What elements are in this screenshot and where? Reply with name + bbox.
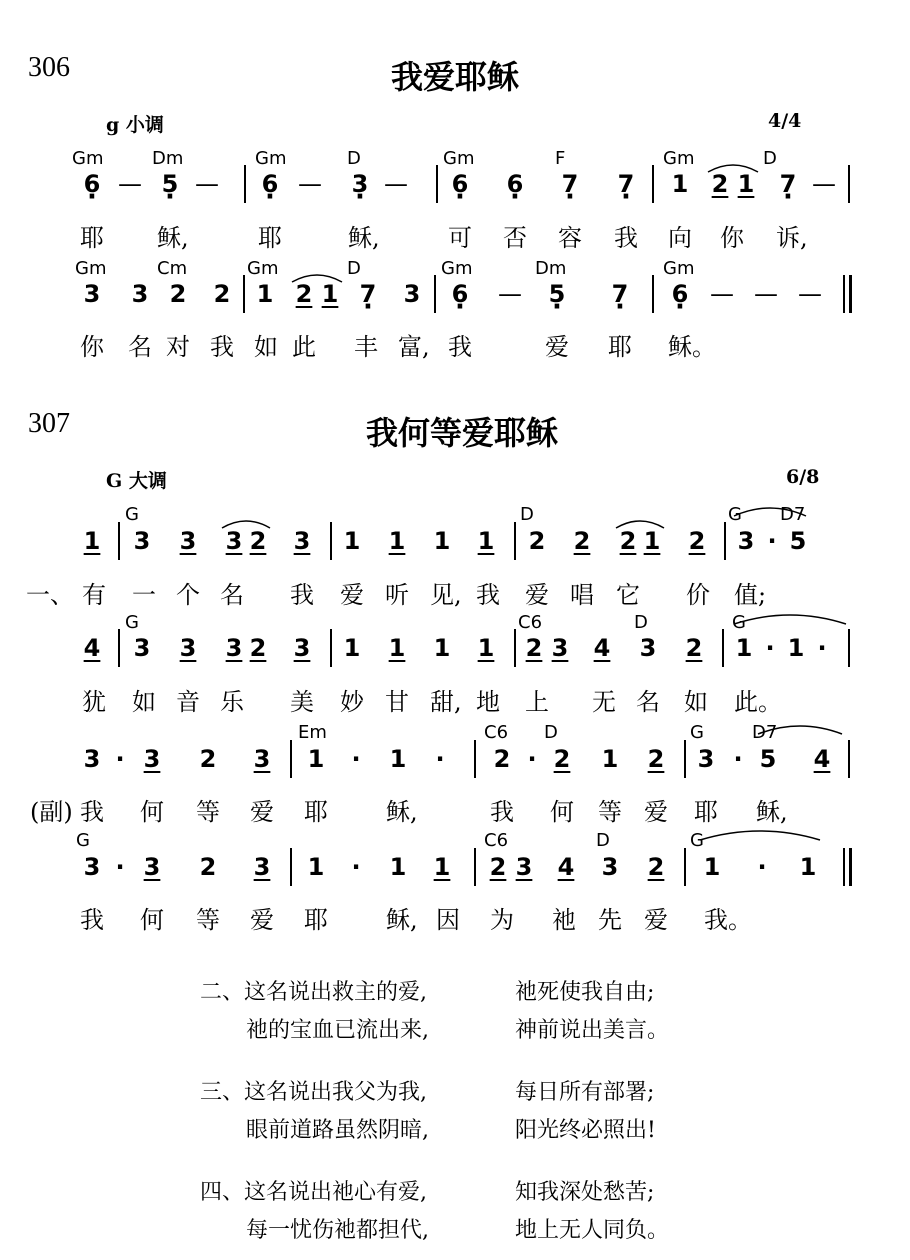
note: 3 [697,745,715,773]
tie [700,831,820,840]
note: 1 [433,634,451,662]
chord: Dm [535,258,567,279]
verse-line: 三、这名说出我父为我, [200,1080,427,1105]
lyric: 稣。 [668,333,716,361]
note: 1 [703,853,721,881]
tie [734,615,846,624]
hymn-title: 我何等爱耶稣 [365,414,559,452]
note: 2 [295,280,313,308]
verse-number: 一、 [26,581,74,609]
lyric: 爱 [340,581,364,609]
verse-line: 每日所有部署; [515,1080,655,1105]
note: 3 [253,745,271,773]
final-barline [843,275,845,313]
note: 3 [225,634,243,662]
lyric: 稣, [348,224,380,252]
note: 2 [711,170,729,198]
dot-augmentation: · [351,745,361,773]
dot-augmentation: · [817,634,827,662]
lyric: 稣, [386,798,418,826]
chord: D [544,722,558,743]
chord: C6 [518,612,543,633]
note: 3 [737,527,755,555]
lyric: 美 [290,688,314,716]
dash: — [754,280,778,308]
note: 1 [735,634,753,662]
lyric: 稣, [386,906,418,934]
lyric: 先 [598,906,622,934]
chord: Gm [663,258,695,279]
lyric: 我 [210,333,234,361]
lyric: 你 [720,224,744,252]
dash: — [710,280,734,308]
barline [434,275,436,313]
chord: D [347,148,361,169]
note: 1 [477,527,495,555]
lyric: 耶 [258,224,282,252]
chord: D [596,830,610,851]
chord: Cm [157,258,188,279]
note: 1 [256,280,274,308]
final-barline [849,848,852,886]
note: 2 [199,745,217,773]
lyric: 耶 [80,224,104,252]
lyric: 乐 [220,688,244,716]
chord: D [520,504,534,525]
note: 3 [143,745,161,773]
dot-augmentation: · [115,745,125,773]
chord: D [347,258,361,279]
note: 1 [477,634,495,662]
lyric: 稣, [756,798,788,826]
barline [652,275,654,313]
verse-line: 眼前道路虽然阴暗, [246,1118,429,1143]
chord: Gm [72,148,104,169]
verse-line: 地上无人同负。 [515,1218,670,1243]
note: 2 [647,745,665,773]
note: 1 [799,853,817,881]
lyric: 富, [398,333,430,361]
note: 3 [133,527,151,555]
lyric: 等 [196,906,220,934]
note: 2 [685,634,703,662]
barline [652,165,654,203]
barline [684,740,686,778]
dash: — [195,170,219,198]
lyric: 见, [430,581,462,609]
note: 4 [593,634,611,662]
lyric: 如 [132,688,156,716]
chord: Gm [75,258,107,279]
note: 3 · [352,170,369,198]
verse-line: 知我深处愁苦; [515,1180,655,1205]
note: 3 [639,634,657,662]
note: 3 [179,527,197,555]
note: 4 [813,745,831,773]
barline [514,629,516,667]
lyric: 此。 [734,688,782,716]
verse-line: 阳光终必照出! [515,1118,656,1143]
lyric: 因 [436,906,460,934]
lyric: 向 [668,224,692,252]
verse-line: 每一忧伤祂都担代, [246,1218,429,1243]
note: 1 [643,527,661,555]
lyric: 我 [490,798,514,826]
lyric: 如 [254,333,278,361]
dash: — [498,280,522,308]
lyric: 丰 [354,333,378,361]
barline [684,848,686,886]
note: 5 [789,527,807,555]
lyric: 耶 [694,798,718,826]
note: 2 [493,745,511,773]
note: 6 · [452,280,469,308]
lyric: 名 [636,688,660,716]
note: 7 · [360,280,377,308]
note: 1 [787,634,805,662]
barline [243,275,245,313]
dash: — [384,170,408,198]
note: 1 [433,853,451,881]
dot-augmentation: · [767,527,777,555]
barline [244,165,246,203]
chord: Em [298,722,327,743]
lyric: 妙 [340,688,364,716]
chord: D [634,612,648,633]
chord: G [690,722,704,743]
note: 3 [143,853,161,881]
note: 3 [179,634,197,662]
lyric: 如 [684,688,708,716]
dot-augmentation: · [733,745,743,773]
hymn-title: 我爱耶稣 [390,58,520,96]
lyric: 值; [734,581,767,609]
barline [436,165,438,203]
chord: D7 [780,504,806,525]
barline [330,522,332,560]
note: 7 · [780,170,797,198]
verse-line: 四、这名说出祂心有爱, [200,1180,427,1205]
note: 2 [199,853,217,881]
lyric: 爱 [545,333,569,361]
lyric: 听 [385,581,409,609]
barline [118,522,120,560]
chord: G [732,612,746,633]
note: 2 [688,527,706,555]
lyric: 唱 [570,581,594,609]
note: 6 · [84,170,101,198]
note: 2 [553,745,571,773]
note: 3 [403,280,421,308]
note: 1 [737,170,755,198]
note: 4 [557,853,575,881]
lyric: 音 [176,688,200,716]
lyric: 我 [614,224,638,252]
note: 6 · [507,170,524,198]
lyric: 甜, [430,688,462,716]
dot-augmentation: · [115,853,125,881]
barline [848,165,850,203]
note: 1 [388,527,406,555]
chord: G [76,830,90,851]
lyric: 祂 [552,906,576,934]
key-signature: g 小调 [106,114,164,136]
note: 7 · [562,170,579,198]
chord: Gm [663,148,695,169]
note: 6 · [262,170,279,198]
chord: C6 [484,830,509,851]
note: 5 · [549,280,566,308]
note: 1 [389,745,407,773]
note: 4 [83,634,101,662]
lyric: 等 [196,798,220,826]
lyric: 对 [166,333,190,361]
note: 3 [131,280,149,308]
chorus-label: (副) [30,798,73,826]
dot-augmentation: · [351,853,361,881]
chord: D7 [752,722,778,743]
lyric: 一 [132,581,156,609]
note: 2 [573,527,591,555]
note: 3 [83,745,101,773]
chord: C6 [484,722,509,743]
lyric: 诉, [776,224,808,252]
dash: — [118,170,142,198]
verse-line: 祂死使我自由; [515,980,655,1005]
lyric: 上 [525,688,549,716]
chord: Gm [255,148,287,169]
note: 3 [293,634,311,662]
dot-augmentation: · [765,634,775,662]
note: 3 [601,853,619,881]
lyric: 爱 [644,906,668,934]
final-barline [843,848,845,886]
note: 3 [83,280,101,308]
lyric: 个 [176,581,200,609]
chord: F [555,148,566,169]
barline [848,740,850,778]
lyric: 我 [80,906,104,934]
barline [848,629,850,667]
lyric: 我 [448,333,472,361]
note: 1 [83,527,101,555]
lyric: 否 [503,224,527,252]
note: 1 [307,745,325,773]
barline [474,848,476,886]
note: 2 [647,853,665,881]
lyric: 甘 [385,688,409,716]
chord: G [125,612,139,633]
lyric: 爱 [250,798,274,826]
note: 7 · [618,170,635,198]
final-barline [849,275,852,313]
barline [290,740,292,778]
barline [474,740,476,778]
note: 2 [525,634,543,662]
note: 1 [433,527,451,555]
note: 2 [528,527,546,555]
note: 1 [321,280,339,308]
note: 3 [515,853,533,881]
lyric: 我 [290,581,314,609]
chord: G [125,504,139,525]
barline [514,522,516,560]
note: 2 [213,280,231,308]
note: 3 [83,853,101,881]
chord: Gm [441,258,473,279]
barline [330,629,332,667]
dash: — [798,280,822,308]
chord: Dm [152,148,184,169]
note: 6 · [452,170,469,198]
note: 2 [169,280,187,308]
note: 3 [253,853,271,881]
lyric: 名 [128,333,152,361]
dot-augmentation: · [435,745,445,773]
note: 1 [343,634,361,662]
lyric: 耶 [304,906,328,934]
note: 3 [551,634,569,662]
chord: G [690,830,704,851]
lyric: 我 [80,798,104,826]
dash: — [812,170,836,198]
time-signature: 6/8 [786,466,820,488]
verse-line: 二、这名说出救主的爱, [200,980,427,1005]
verse-line: 神前说出美言。 [515,1018,670,1043]
note: 2 [619,527,637,555]
lyric: 稣, [157,224,189,252]
key-signature: G 大调 [106,470,167,492]
chord: D [763,148,777,169]
lyric: 等 [598,798,622,826]
lyric: 何 [140,906,164,934]
lyric: 犹 [82,688,106,716]
lyric: 何 [550,798,574,826]
lyric: 何 [140,798,164,826]
lyric: 地 [476,688,500,716]
note: 2 [489,853,507,881]
time-signature: 4/4 [768,110,802,132]
barline [290,848,292,886]
note: 1 [601,745,619,773]
barline [722,629,724,667]
chord: G [728,504,742,525]
lyric: 此 [292,333,316,361]
hymn-number: 306 [28,52,70,83]
lyric: 无 [592,688,616,716]
note: 5 [759,745,777,773]
note: 7 · [612,280,629,308]
lyric: 你 [80,333,104,361]
lyric: 耶 [304,798,328,826]
note: 5 · [162,170,179,198]
note: 3 [133,634,151,662]
note: 3 [293,527,311,555]
chord: Gm [247,258,279,279]
lyric: 耶 [608,333,632,361]
note: 1 [307,853,325,881]
chord: Gm [443,148,475,169]
lyric: 容 [558,224,582,252]
note: 1 [671,170,689,198]
lyric: 可 [448,224,472,252]
dash: — [298,170,322,198]
note: 1 [389,853,407,881]
lyric: 价 [686,581,710,609]
note: 2 [249,527,267,555]
lyric: 我 [476,581,500,609]
note: 2 [249,634,267,662]
note: 3 [225,527,243,555]
note: 6 · [672,280,689,308]
lyric: 有 [82,581,106,609]
lyric: 爱 [525,581,549,609]
barline [118,629,120,667]
barline [724,522,726,560]
lyric: 爱 [250,906,274,934]
note: 1 [388,634,406,662]
note: 1 [343,527,361,555]
lyric: 名 [220,581,244,609]
lyric: 我。 [704,906,752,934]
lyric: 爱 [644,798,668,826]
lyric: 它 [616,581,640,609]
verse-line: 祂的宝血已流出来, [246,1018,429,1043]
dot-augmentation: · [757,853,767,881]
dot-augmentation: · [527,745,537,773]
lyric: 为 [490,906,514,934]
hymn-number: 307 [28,408,70,439]
